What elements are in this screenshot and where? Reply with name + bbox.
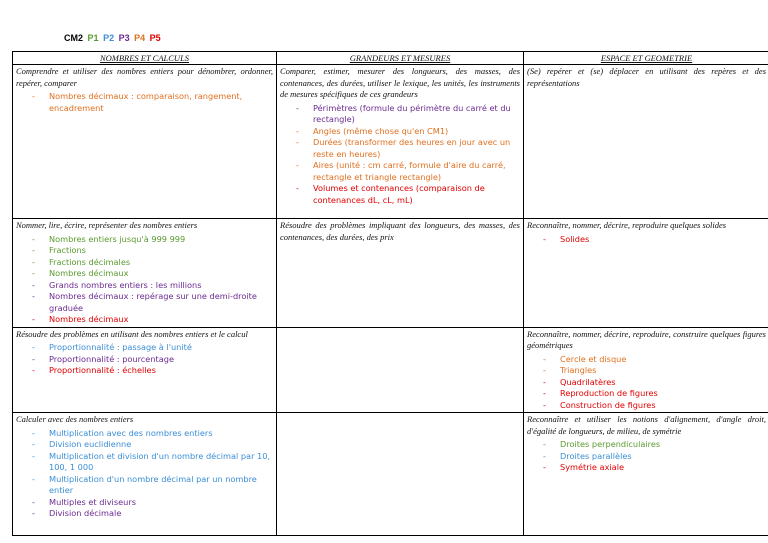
list-item: - Fractions décimales	[49, 257, 273, 269]
competence-heading: Comparer, estimer, mesurer des longueurs, des masses, des contenances, des durées, utiliser le lexique, les unités, les instruments de mesures spécifiques de ces grandeurs	[280, 66, 520, 99]
competence-heading: Nommer, lire, écrire, représenter des nombres entiers	[16, 220, 198, 230]
cell-espace	[524, 327, 768, 413]
list-item: - Triangles	[560, 365, 766, 377]
legend-cm2: CM2	[64, 33, 84, 43]
list-item: - Droites perpendiculaires	[560, 439, 766, 451]
list-item: - Nombres décimaux : comparaison, rangement, encadrement	[49, 91, 273, 114]
notion-list	[16, 234, 273, 326]
list-item: - Multiplication et division d'un nombre décimal par 10, 100, 1 000	[49, 451, 273, 474]
competence-heading: (Se) repérer et (se) déplacer en utilisant des repères et des représentations	[527, 66, 766, 88]
list-item: - Symétrie axiale	[560, 462, 766, 474]
list-item: - Quadrilatères	[560, 377, 766, 389]
list-item: - Multiplication avec des nombres entiers	[49, 428, 273, 440]
cell-espace	[524, 65, 768, 219]
column-header-espace: ESPACE ET GEOMETRIE	[524, 52, 768, 65]
legend-p5: P5	[149, 33, 161, 43]
cell-espace	[524, 413, 768, 536]
cell-espace	[524, 219, 768, 328]
competence-heading: Reconnaître, nommer, décrire, reproduire quelques solides	[527, 220, 727, 230]
list-item: - Droites parallèles	[560, 451, 766, 463]
list-item: - Multiplication d'un nombre décimal par un nombre entier	[49, 474, 273, 497]
competence-heading: Comprendre et utiliser des nombres entiers pour dénombrer, ordonner, repérer, comparer	[16, 66, 273, 88]
curriculum-table	[12, 51, 768, 536]
cell-nombres	[13, 65, 277, 219]
list-item: - Nombres décimaux	[49, 314, 273, 326]
list-item: - Proportionnalité : passage à l'unité	[49, 342, 273, 354]
competence-heading: Reconnaître, nommer, décrire, reproduire, construire quelques figures géométriques	[527, 328, 766, 350]
cell-grandeurs	[277, 327, 524, 413]
level-legend	[64, 33, 163, 43]
list-item: - Proportionnalité : pourcentage	[49, 354, 273, 366]
list-item: - Multiples et diviseurs	[49, 497, 273, 509]
legend-p3: P3	[118, 33, 130, 43]
column-header-nombres: NOMBRES ET CALCULS	[13, 52, 277, 65]
header-row	[13, 52, 768, 65]
list-item: - Proportionnalité : échelles	[49, 365, 273, 377]
legend-p2: P2	[103, 33, 115, 43]
cell-grandeurs	[277, 65, 524, 219]
list-item: - Grands nombres entiers : les millions	[49, 280, 273, 292]
column-header-grandeurs: GRANDEURS ET MESURES	[277, 52, 524, 65]
competence-heading: Résoudre des problèmes impliquant des longueurs, des masses, des contenances, des durées, des prix	[280, 220, 520, 242]
list-item: - Volumes et contenances (comparaison de contenances dL, cL, mL)	[313, 183, 520, 206]
list-item: - Nombres décimaux	[49, 268, 273, 280]
table-row	[13, 219, 768, 328]
competence-heading: Reconnaître et utiliser les notions d'alignement, d'angle droit, d'égalité de longueurs, de milieu, de symétrie	[527, 414, 766, 436]
competence-heading: Résoudre des problèmes en utilisant des nombres entiers et le calcul	[16, 328, 248, 339]
table-row	[13, 65, 768, 219]
cell-grandeurs	[277, 219, 524, 328]
table-row	[13, 413, 768, 536]
list-item: - Aires (unité : cm carré, formule d'aire du carré, rectangle et triangle rectangle)	[313, 160, 520, 183]
list-item: - Nombres entiers jusqu'à 999 999	[49, 234, 273, 246]
list-item: - Périmètres (formule du périmètre du carré et du rectangle)	[313, 103, 520, 126]
notion-list	[527, 354, 766, 412]
list-item: - Cercle et disque	[560, 354, 766, 366]
cell-nombres	[13, 219, 277, 328]
list-item: - Reproduction de figures	[560, 388, 766, 400]
cell-grandeurs	[277, 413, 524, 536]
list-item: - Division euclidienne	[49, 439, 273, 451]
competence-heading: Calculer avec des nombres entiers	[16, 414, 134, 424]
list-item: - Angles (même chose qu'en CM1)	[313, 126, 520, 138]
list-item: - Construction de figures	[560, 400, 766, 412]
cell-nombres	[13, 413, 277, 536]
notion-list	[16, 428, 273, 520]
list-item: - Solides	[560, 234, 766, 246]
legend-p1: P1	[87, 33, 99, 43]
notion-list	[280, 103, 520, 207]
table-row	[13, 327, 768, 413]
cell-nombres	[13, 327, 277, 413]
notion-list	[527, 439, 766, 474]
list-item: - Nombres décimaux : repérage sur une demi-droite graduée	[49, 291, 273, 314]
list-item: - Durées (transformer des heures en jour avec un reste en heures)	[313, 137, 520, 160]
list-item: - Division décimale	[49, 508, 273, 520]
notion-list	[16, 91, 273, 114]
list-item: - Fractions	[49, 245, 273, 257]
notion-list	[16, 342, 273, 377]
notion-list	[527, 234, 766, 246]
legend-p4: P4	[134, 33, 146, 43]
